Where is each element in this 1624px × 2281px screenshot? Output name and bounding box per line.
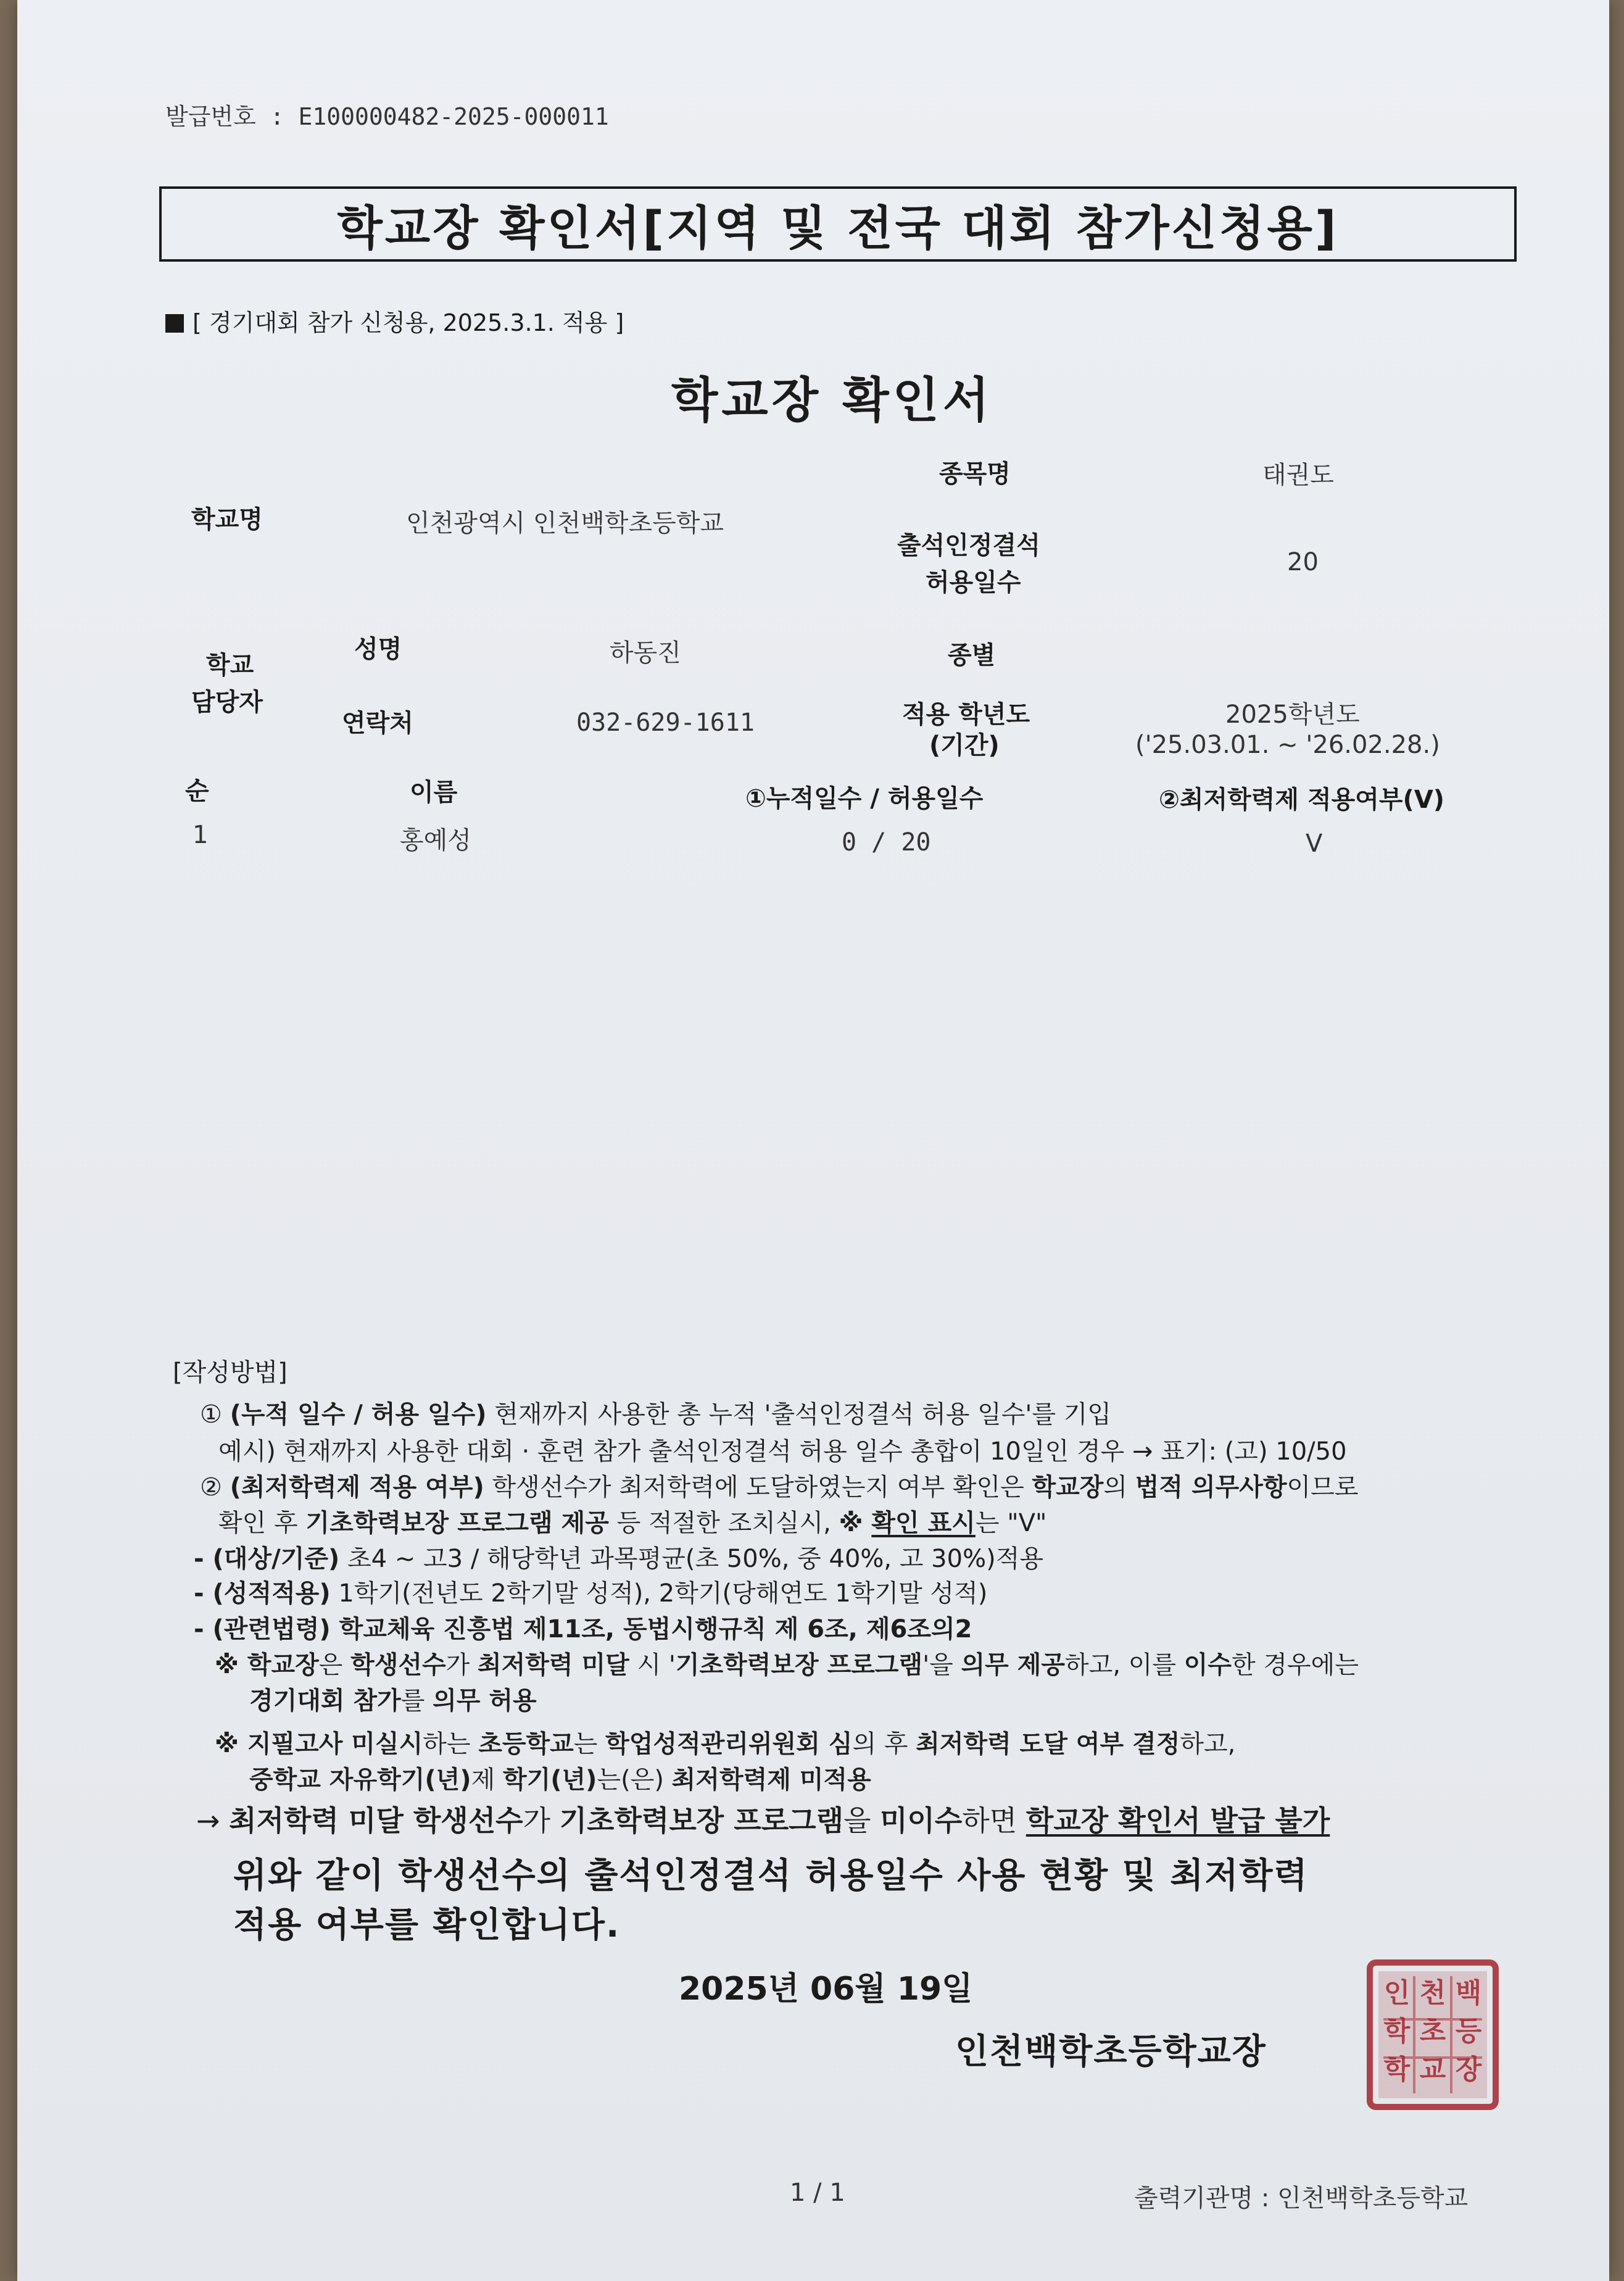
school-year-label-line1: 적용 학년도 [902, 700, 1030, 729]
allowed-days-label-line2: 허용일수 [926, 568, 1021, 597]
main-title: 학교장 확인서[지역 및 전국 대회 참가신청용] [337, 200, 1339, 256]
row1-min-academic: V [1306, 829, 1323, 858]
notice-text: [ 경기대회 참가 신청용, 2025.3.1. 적용 ] [193, 309, 624, 336]
school-year-period: ('25.03.01. ~ '26.02.28.) [1135, 731, 1440, 759]
school-name-label: 학교명 [191, 505, 263, 534]
svg-text:학: 학 [1383, 2016, 1411, 2047]
col-header-days: ①누적일수 / 허용일수 [745, 784, 984, 813]
guide-line-10: ※ 지필고사 미실시하는 초등학교는 학업성적관리위원회 심의 후 최저학력 도달 여부 결정하고, [215, 1730, 1236, 1758]
guide-title: [작성방법] [173, 1358, 288, 1387]
issue-number: 발급번호 : E100000482-2025-000011 [165, 103, 609, 130]
svg-text:천: 천 [1419, 1977, 1446, 2009]
guide-line-6: - (성적적용) 1학기(전년도 2학기말 성적), 2학기(당해연도 1학기말 성적) [194, 1579, 988, 1608]
guide-line-1: ① (누적 일수 / 허용 일수) 현재까지 사용한 총 누적 '출석인정결석 허용 일수'를 기입 [200, 1400, 1112, 1429]
guide-line-2: 예시) 현재까지 사용한 대회 · 훈련 참가 출석인정결석 허용 일수 총합이 10일인 경우 → 표기: (고) 10/50 [218, 1437, 1347, 1466]
row1-name: 홍예성 [400, 826, 471, 855]
sport-value: 태권도 [1262, 461, 1334, 489]
guide-line-12: → 최저학력 미달 학생선수가 기초학력보장 프로그램을 미이수하면 학교장 확인서 발급 불가 [196, 1804, 1330, 1837]
main-title-box [159, 186, 1517, 262]
svg-text:교: 교 [1419, 2054, 1446, 2085]
svg-text:초: 초 [1419, 2016, 1446, 2047]
guide-line-9: 경기대회 참가를 의무 허용 [249, 1687, 537, 1715]
issue-date: 2025년 06월 19일 [679, 1971, 973, 2008]
staff-label-line1: 학교 [206, 651, 254, 679]
svg-text:장: 장 [1455, 2054, 1482, 2085]
col-header-min-academic: ②최저학력제 적용여부(V) [1159, 786, 1445, 814]
guide-line-3: ② (최저학력제 적용 여부) 학생선수가 최저학력에 도달하였는지 여부 확인은 학교장의 법적 의무사항이므로 [200, 1473, 1359, 1502]
category-label: 종별 [948, 641, 996, 670]
svg-text:백: 백 [1455, 1977, 1482, 2009]
school-year-value: 2025학년도 [1225, 700, 1360, 729]
allowed-days-value: 20 [1287, 548, 1319, 576]
guide-line-4: 확인 후 기초학력보장 프로그램 제공 등 적절한 조치실시, ※ 확인 표시는 "V" [218, 1509, 1047, 1537]
school-year-label-line2: (기간) [929, 731, 1000, 760]
principal-title: 인천백학초등학교장 [955, 2032, 1267, 2072]
svg-text:학: 학 [1383, 2054, 1411, 2085]
guide-line-8: ※ 학교장은 학생선수가 최저학력 미달 시 '기초학력보장 프로그램'을 의무 제공하고, 이를 이수한 경우에는 [215, 1651, 1359, 1679]
staff-name-label: 성명 [354, 635, 402, 663]
staff-label-line2: 담당자 [191, 688, 263, 717]
sport-label: 종목명 [939, 460, 1011, 488]
document-page [17, 0, 1609, 2281]
black-square-icon [165, 314, 184, 333]
contact-label: 연락처 [342, 709, 413, 737]
col-header-name: 이름 [410, 778, 458, 807]
row1-no: 1 [193, 821, 209, 849]
official-seal-icon [1365, 1958, 1501, 2112]
svg-text:인: 인 [1383, 1977, 1411, 2009]
confirmation-line-2: 적용 여부를 확인합니다. [233, 1905, 621, 1945]
svg-text:등: 등 [1455, 2016, 1482, 2047]
application-notice [165, 304, 624, 338]
guide-line-5: - (대상/기준) 초4 ~ 고3 / 해당학년 과목평균(초 50%, 중 40%, 고 30%)적용 [194, 1545, 1043, 1573]
output-organization: 출력기관명 : 인천백학초등학교 [1134, 2184, 1469, 2212]
school-name-value: 인천광역시 인천백학초등학교 [406, 509, 724, 538]
allowed-days-label-line1: 출석인정결석 [897, 531, 1040, 560]
guide-line-7: - (관련법령) 학교체육 진흥법 제11조, 동법시행규칙 제 6조, 제6조의2 [194, 1615, 972, 1643]
row1-days: 0 / 20 [842, 828, 931, 857]
contact-value: 032-629-1611 [576, 708, 755, 737]
guide-line-11: 중학교 자유학기(년)제 학기(년)는(은) 최저학력제 미적용 [249, 1766, 871, 1794]
confirmation-statement [233, 1851, 1309, 1950]
col-header-no: 순 [185, 777, 209, 805]
sub-title: 학교장 확인서 [671, 373, 993, 428]
confirmation-line-1: 위와 같이 학생선수의 출석인정결석 허용일수 사용 현황 및 최저학력 [233, 1856, 1309, 1896]
staff-name-value: 하동진 [610, 639, 681, 667]
page-indicator: 1 / 1 [790, 2179, 845, 2207]
